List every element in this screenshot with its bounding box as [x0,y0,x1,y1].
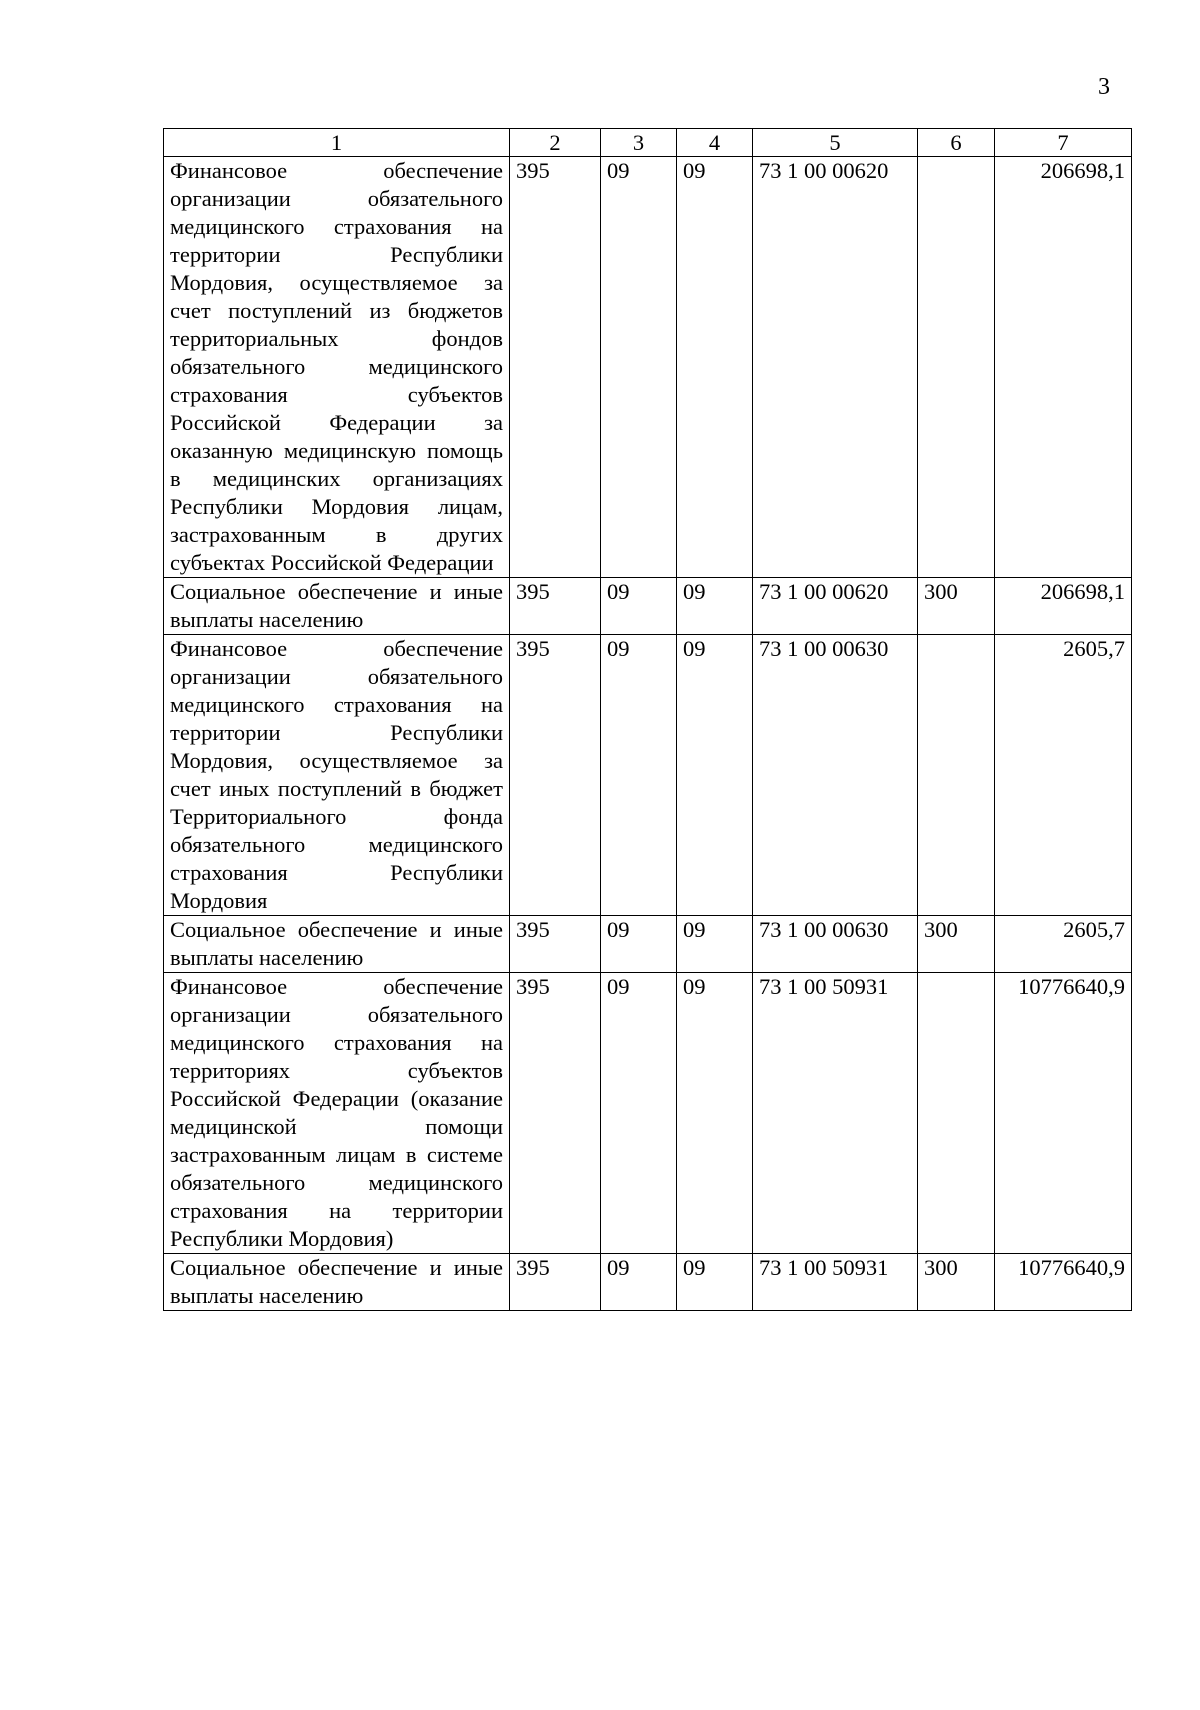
cell-col4: 09 [677,973,753,1254]
cell-col6 [918,157,995,578]
cell-col2: 395 [510,157,601,578]
row-name: Финансовое обеспечение организации обязательного медицинского страхования на территории Республики Мордовия, осуществляемое за счет иных поступлений в бюджет Территориального фонда обязательного медицинского страхования Республики Мордовия [164,635,510,916]
row-name: Финансовое обеспечение организации обязательного медицинского страхования на территориях субъектов Российской Федерации (оказание медицинской помощи застрахованным лицам в системе обязательного медицинского страхования на территории Республики Мордовия) [164,973,510,1254]
cell-col6 [918,635,995,916]
table-row [164,578,1132,635]
table-row [164,916,1132,973]
column-header-4: 4 [677,129,753,157]
table-row [164,635,1132,916]
column-header-1: 1 [164,129,510,157]
cell-col7: 206698,1 [995,578,1132,635]
cell-col3: 09 [601,578,677,635]
row-name: Социальное обеспечение и иные выплаты населению [164,578,510,635]
cell-col7: 10776640,9 [995,973,1132,1254]
cell-col4: 09 [677,157,753,578]
cell-col2: 395 [510,973,601,1254]
column-header-5: 5 [753,129,918,157]
cell-col5: 73 1 00 50931 [753,973,918,1254]
cell-col5: 73 1 00 00620 [753,157,918,578]
column-header-7: 7 [995,129,1132,157]
cell-col5: 73 1 00 00630 [753,916,918,973]
row-name: Социальное обеспечение и иные выплаты населению [164,916,510,973]
cell-col6: 300 [918,578,995,635]
budget-table [163,128,1132,1311]
cell-col2: 395 [510,916,601,973]
cell-col3: 09 [601,916,677,973]
cell-col4: 09 [677,635,753,916]
column-header-3: 3 [601,129,677,157]
cell-col5: 73 1 00 00630 [753,635,918,916]
cell-col4: 09 [677,1254,753,1311]
cell-col7: 206698,1 [995,157,1132,578]
column-header-2: 2 [510,129,601,157]
cell-col3: 09 [601,973,677,1254]
cell-col4: 09 [677,916,753,973]
cell-col3: 09 [601,157,677,578]
cell-col3: 09 [601,1254,677,1311]
page-number: 3 [1098,74,1110,100]
cell-col5: 73 1 00 00620 [753,578,918,635]
column-header-6: 6 [918,129,995,157]
cell-col6: 300 [918,916,995,973]
table-row [164,157,1132,578]
cell-col4: 09 [677,578,753,635]
cell-col6 [918,973,995,1254]
cell-col2: 395 [510,635,601,916]
cell-col7: 2605,7 [995,635,1132,916]
row-name: Финансовое обеспечение организации обязательного медицинского страхования на территории Республики Мордовия, осуществляемое за счет поступлений из бюджетов территориальных фондов обязательного медицинского страхования субъектов Российской Федерации за оказанную медицинскую помощь в медицинских организациях Республики Мордовия лицам, застрахованным в других субъектах Российской Федерации [164,157,510,578]
table-row [164,1254,1132,1311]
cell-col2: 395 [510,1254,601,1311]
cell-col3: 09 [601,635,677,916]
cell-col7: 10776640,9 [995,1254,1132,1311]
cell-col5: 73 1 00 50931 [753,1254,918,1311]
header-row [164,129,1132,157]
cell-col7: 2605,7 [995,916,1132,973]
cell-col6: 300 [918,1254,995,1311]
cell-col2: 395 [510,578,601,635]
table-row [164,973,1132,1254]
row-name: Социальное обеспечение и иные выплаты населению [164,1254,510,1311]
